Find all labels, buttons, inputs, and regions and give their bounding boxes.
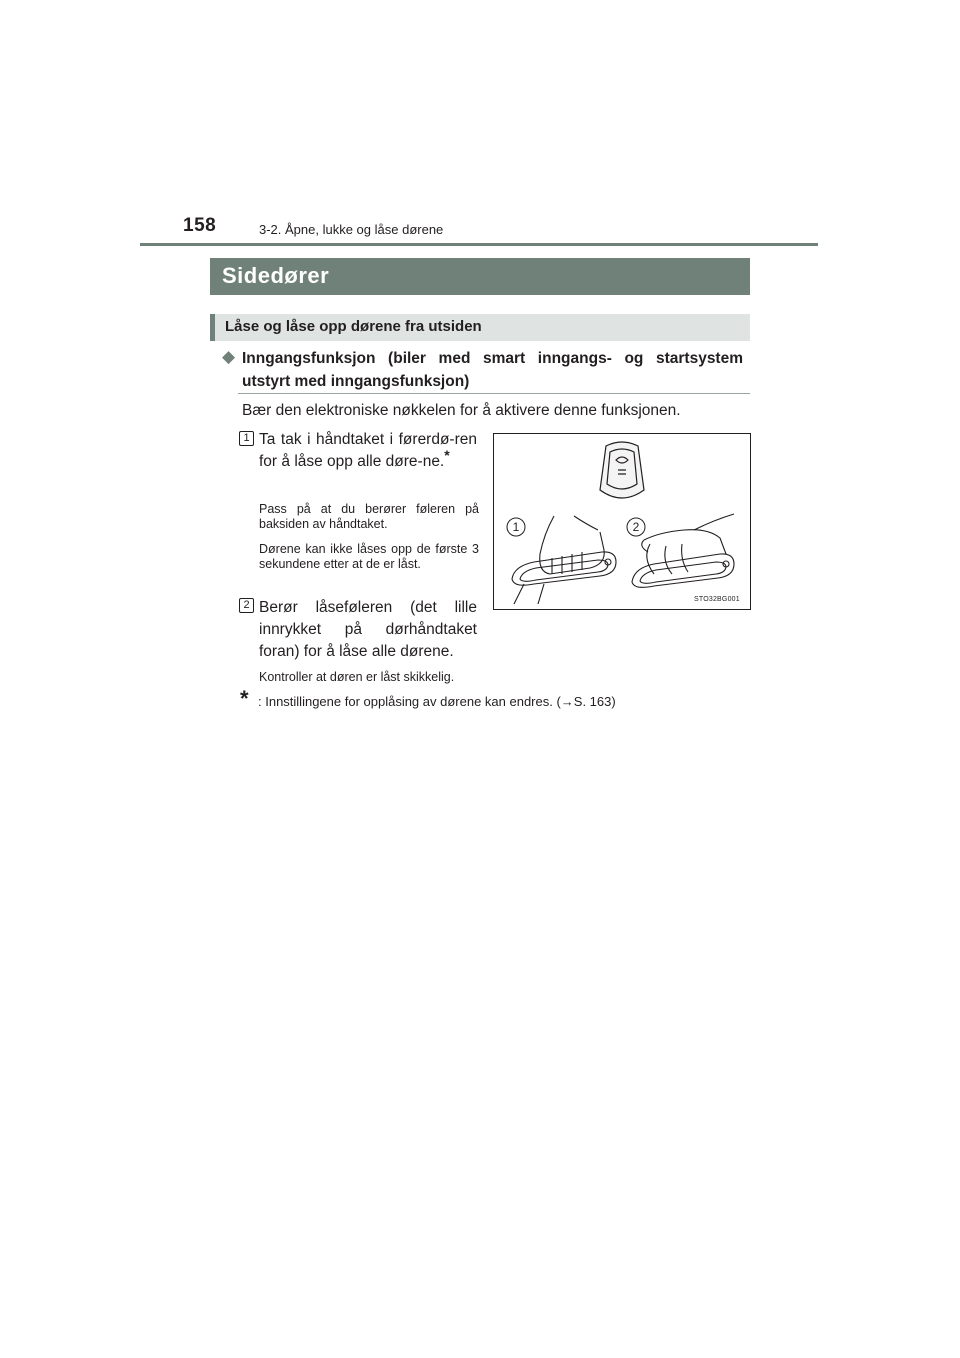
step-1-note-1: Pass på at du berører føleren på baksiden av håndtaket.: [259, 502, 479, 531]
figure-label-2: [627, 518, 645, 536]
step-1-footnote-marker: *: [444, 447, 450, 463]
step-1-note-2: Dørene kan ikke låses opp de første 3 sekundene etter at de er låst.: [259, 542, 479, 571]
feature-heading: Inngangsfunksjon (biler med smart inngangs- og startsystem utstyrt med inngangsfunksjon): [242, 350, 743, 390]
illustration-door-handle: [493, 433, 751, 610]
door-handle-illustration: [494, 434, 750, 609]
door-handle-lock: [632, 514, 734, 587]
intro-text: Bær den elektroniske nøkkelen for å aktivere denne funksjonen.: [242, 402, 681, 419]
step-2-note: Kontroller at døren er låst skikkelig.: [259, 670, 455, 684]
step-2-number: 2: [239, 598, 254, 613]
subsection-accent: [210, 314, 215, 341]
subsection-title: Låse og låse opp dørene fra utsiden: [225, 318, 482, 335]
figure-label-1: [507, 518, 525, 536]
breadcrumb: 3-2. Åpne, lukke og låse dørene: [259, 222, 444, 237]
step-1-number: 1: [239, 431, 254, 446]
step-1-instruction: Ta tak i håndtaket i førerdø-ren for å låse opp alle døre-ne.: [259, 431, 477, 470]
subsection-title-bar: [210, 314, 750, 341]
section-title-bar: [210, 258, 750, 295]
figure-label-2-text: 2: [632, 520, 640, 534]
diamond-icon: ◆: [222, 347, 236, 366]
key-fob-icon: [600, 442, 644, 498]
step-2-text: Berør låseføleren (det lille innrykket på dørhåndtaket foran) for å låse alle dørene.: [259, 599, 477, 660]
step-1-text: [259, 429, 477, 473]
section-title: Sidedører: [222, 263, 330, 288]
header-divider: [140, 243, 818, 246]
door-handle-unlock: [512, 516, 616, 604]
page-number: 158: [183, 215, 217, 236]
footnote-text: : Innstillingene for opplåsing av dørene kan endres. (→S. 163): [258, 694, 616, 709]
footnote-marker: *: [240, 686, 249, 711]
figure-code: STO32BG001: [694, 596, 740, 603]
figure-label-1-text: 1: [512, 520, 520, 534]
feature-divider: [238, 393, 750, 394]
